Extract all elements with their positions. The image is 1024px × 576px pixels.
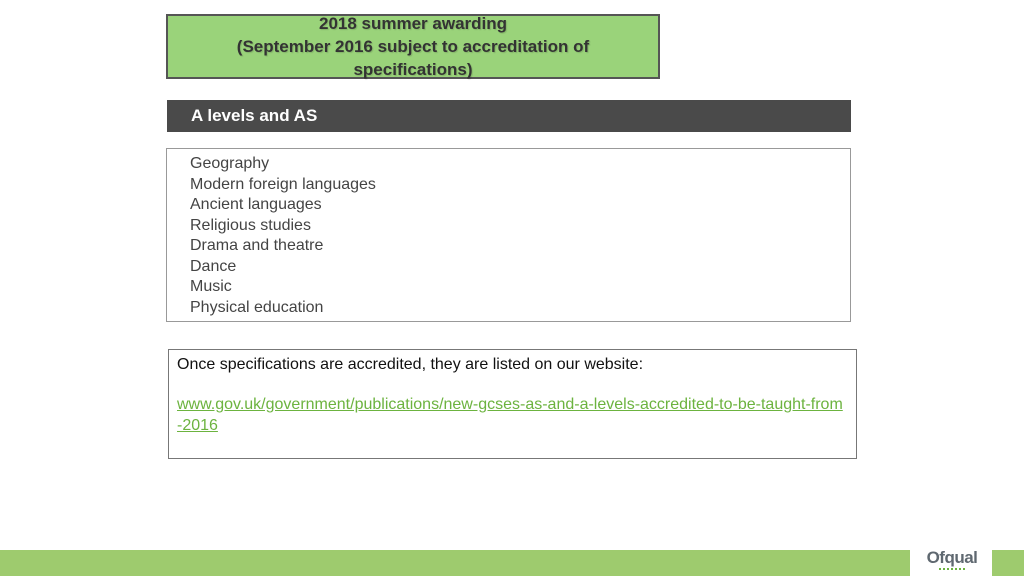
subject-item-geography: Geography [190, 155, 270, 172]
subject-item-dance: Dance [190, 257, 237, 275]
ofqual-logo [922, 548, 982, 574]
title-line-2: (September 2016 subject to accreditation of [236, 37, 590, 56]
title-line-3: specifications) [353, 60, 473, 79]
subject-item-ancient-languages: Ancient languages [190, 196, 322, 213]
logo-text: Ofqual [926, 548, 978, 567]
info-text: Once specifications are accredited, they are listed on our website: [177, 356, 644, 373]
subject-item-religious-studies: Religious studies [190, 216, 311, 234]
section-header: A levels and AS [167, 100, 851, 132]
subject-item-drama-and-theatre: Drama and theatre [190, 237, 324, 254]
footer-bar [0, 550, 910, 576]
logo-dots-icon [939, 568, 965, 573]
subject-list [190, 154, 850, 318]
title-line-1: 2018 summer awarding [318, 14, 508, 33]
website-link[interactable]: www.gov.uk/government/publications/new-gcses-as-and-a-levels-accredited-to-be-taught-from-2016 [177, 396, 843, 434]
info-box [168, 349, 857, 459]
title-box [166, 14, 660, 79]
footer-bar-end [992, 550, 1024, 576]
subject-item-music: Music [190, 278, 232, 295]
subject-item-physical-education: Physical education [190, 298, 324, 316]
subject-item-modern-foreign-languages: Modern foreign languages [190, 175, 376, 193]
subject-list-box [166, 148, 851, 322]
